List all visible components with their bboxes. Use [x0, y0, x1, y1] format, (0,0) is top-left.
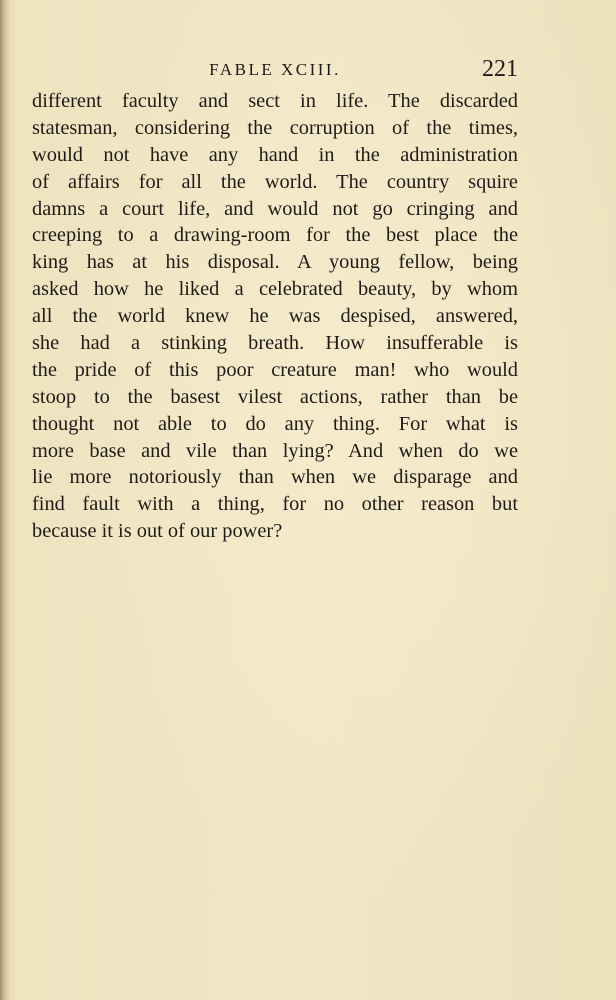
text-line: statesman, considering the corruption of the times, — [32, 116, 518, 139]
text-line-last: because it is out of our power? — [32, 520, 283, 543]
page-gutter-shadow — [0, 0, 10, 1000]
text-line: the pride of this poor creature man! who would — [32, 358, 518, 381]
body-paragraph — [32, 88, 518, 545]
text-line: king has at his disposal. A young fellow, being — [32, 251, 518, 274]
text-line: damns a court life, and would not go cringing and — [32, 197, 518, 220]
text-line: of affairs for all the world. The country squire — [32, 170, 518, 193]
running-title: FABLE XCIII. — [209, 60, 341, 79]
text-line: creeping to a drawing-room for the best place the — [32, 224, 518, 247]
text-line: find fault with a thing, for no other reason but — [32, 493, 518, 516]
text-line: would not have any hand in the administration — [32, 143, 518, 166]
text-line: asked how he liked a celebrated beauty, by whom — [32, 278, 518, 301]
page-number: 221 — [482, 56, 518, 82]
text-line: thought not able to do any thing. For what is — [32, 412, 518, 435]
text-line: different faculty and sect in life. The discarded — [32, 90, 518, 112]
text-line: stoop to the basest vilest actions, rather than be — [32, 385, 518, 408]
text-line: lie more notoriously than when we disparage and — [32, 466, 518, 489]
running-head — [32, 58, 518, 84]
text-line: she had a stinking breath. How insufferable is — [32, 332, 518, 355]
text-line: all the world knew he was despised, answered, — [32, 305, 518, 328]
text-line: more base and vile than lying? And when do we — [32, 439, 518, 462]
